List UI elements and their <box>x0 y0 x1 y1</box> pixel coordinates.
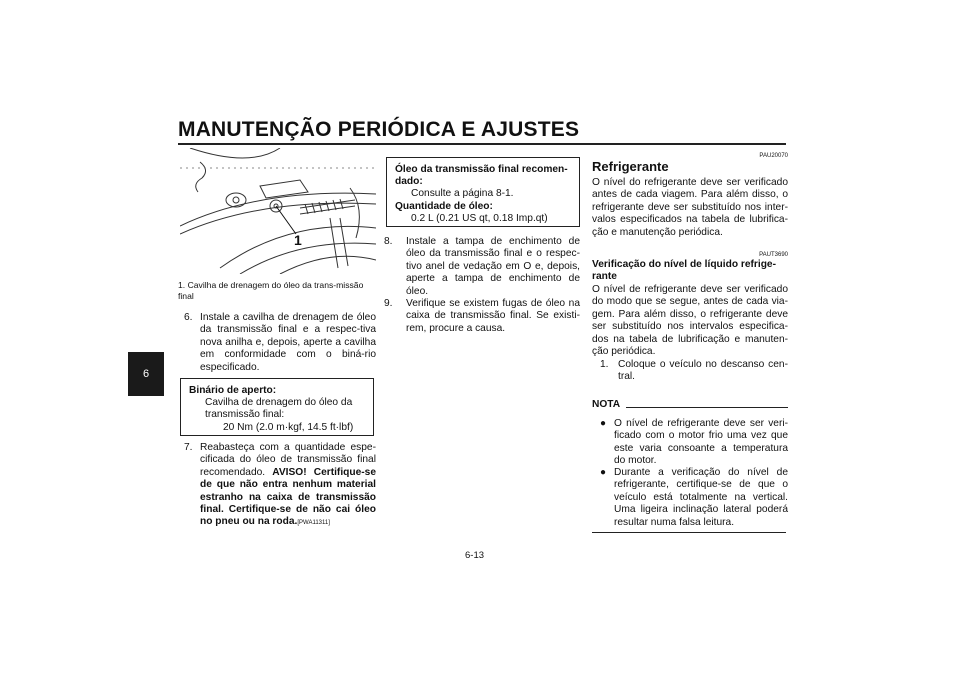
chapter-tab: 6 <box>128 352 164 396</box>
nota-header <box>592 399 788 410</box>
figure-caption <box>178 280 376 301</box>
nota-bottom-rule <box>592 532 786 533</box>
step-9-text: Verifique se existem fugas de óleo na caixa de transmissão final. Se existi-rem, procure a causa. <box>406 298 580 334</box>
step-9 <box>384 298 580 335</box>
coolant-step-1-number: 1. <box>600 359 609 370</box>
oil-quantity-title: Quantidade de óleo: <box>395 200 493 212</box>
bullet-icon: ● <box>600 418 607 429</box>
recommended-oil-ref: Consulte a página 8-1. <box>411 188 514 200</box>
section-code-1: PAU20070 <box>759 153 788 159</box>
figure-caption-text: Cavilha de drenagem do óleo da trans-missão final <box>178 280 364 301</box>
figure-callout: 1 <box>294 232 302 248</box>
nota-item-1-text: O nível de refrigerante deve ser veri-ficado com o motor frio uma vez que este varia consoante a temperatura do motor. <box>614 418 788 467</box>
step-7-code: [PWA11311] <box>297 520 330 527</box>
recommended-oil-title: Óleo da transmissão final recomen-dado: <box>395 164 568 188</box>
step-7-warning: AVISO! Certifique-se de que não entra nenhum material estranho na caixa de transmissão final. Certifique-se de não cai óleo no pneu ou na roda. <box>200 466 376 528</box>
nota-item-2-text: Durante a verificação do nível de refrigerante, certifique-se de que o veículo está totalmente na vertical. Uma ligeira inclinação lateral poderá resultar numa falsa leitura. <box>614 467 788 528</box>
figure-caption-number: 1. <box>178 280 186 290</box>
section-code-2: PAUT3690 <box>759 252 788 258</box>
recommended-oil-box <box>386 157 580 227</box>
nota-item-1 <box>600 418 788 468</box>
step-7-text: Reabasteça com a quantidade espe-cificada do óleo de transmissão final recomendado. <box>200 442 376 478</box>
page-title: MANUTENÇÃO PERIÓDICA E AJUSTES <box>178 118 580 141</box>
subsection-intro: O nível de refrigerante deve ser verificado do modo que se segue, antes de cada via-gem. Para além disso, o refrigerante deve ser substituído nos intervalos especifica-dos na tabela de lubrificação e manuten-ção periódica. <box>592 284 788 358</box>
torque-spec-value: 20 Nm (2.0 m·kgf, 14.5 ft·lbf) <box>223 421 354 433</box>
subsection-heading: Verificação do nível de líquido refrige-rante <box>592 259 776 283</box>
title-rule <box>178 143 786 145</box>
drain-bolt-figure <box>180 148 376 274</box>
step-6-number: 6. <box>184 312 193 323</box>
step-9-number: 9. <box>384 298 393 309</box>
page-number: 6-13 <box>465 550 485 561</box>
step-6-text: Instale a cavilha de drenagem de óleo da transmissão final e a respec-tiva nova anilha e, depois, aperte a cavilha em conformidade com o biná-rio especificado. <box>200 312 376 373</box>
step-7 <box>178 442 376 530</box>
section-intro: O nível do refrigerante deve ser verificado antes de cada viagem. Para além disso, o refrigerante deve ser substituído nos inter-valos especificados na tabela de lubrifica-ção e manutenção periódica. <box>592 177 788 238</box>
torque-spec-title: Binário de aperto: <box>189 385 277 396</box>
nota-label: NOTA <box>592 399 621 410</box>
section-heading: Refrigerante <box>592 159 669 174</box>
nota-item-2 <box>600 467 788 529</box>
bullet-icon: ● <box>600 467 607 478</box>
coolant-step-1-text: Coloque o veículo no descanso cen-tral. <box>618 359 788 383</box>
step-8-number: 8. <box>384 236 393 247</box>
step-6 <box>178 312 376 374</box>
coolant-step-1 <box>592 359 788 384</box>
torque-spec-item: Cavilha de drenagem do óleo da transmissão final: <box>205 397 353 421</box>
step-8-text: Instale a tampa de enchimento de óleo da transmissão final e o respec-tivo anel de vedação em O e, depois, aperte a tampa de enchimento de óleo. <box>406 236 580 297</box>
step-8 <box>384 236 580 298</box>
step-7-number: 7. <box>184 442 193 453</box>
oil-quantity-value: 0.2 L (0.21 US qt, 0.18 Imp.qt) <box>411 212 548 224</box>
nota-rule <box>626 407 788 408</box>
torque-spec-box <box>180 378 374 436</box>
drain-bolt-illustration <box>180 148 376 274</box>
